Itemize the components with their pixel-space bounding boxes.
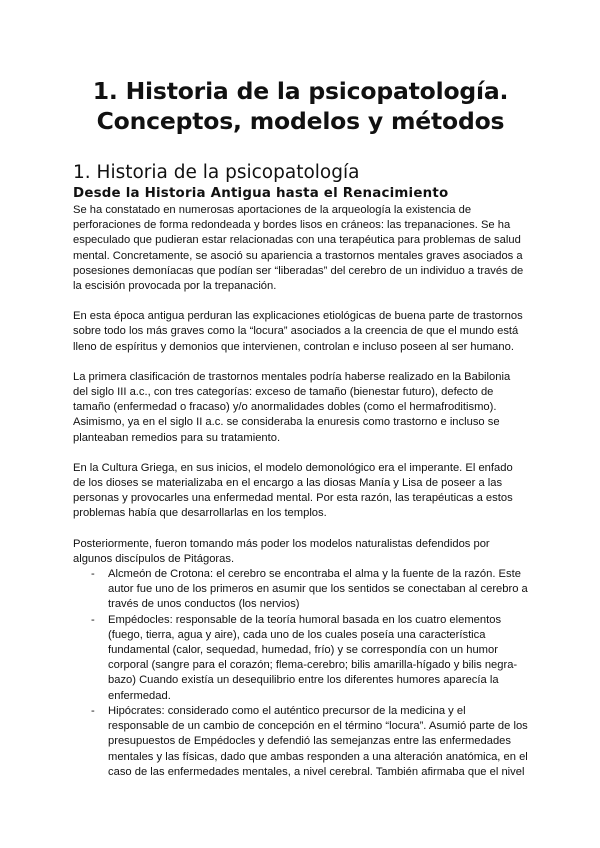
list-item-alcmeon: - Alcmeón de Crotona: el cerebro se encontraba el alma y la fuente de la razón. Este autor fue uno de los primeros en asumir que los sentidos se conectaban al cerebro a través de unos conductos (los nervios) bbox=[91, 567, 528, 613]
document-title-line-1: 1. Historia de la psicopatología. bbox=[92, 77, 509, 105]
paragraph-babilonia: La primera clasificación de trastornos mentales podría haberse realizado en la Babilonia del siglo III a.c., con tres categorías: exceso de tamaño (bienestar futuro), defecto de tamaño (enfermedad o fracaso) y/o anormalidades dobles (como el hermafroditismo). Asimismo, ya en el siglo II a.c. se consideraba la enuresis como trastorno e incluso se planteaban remedios para su tratamiento. bbox=[73, 370, 511, 444]
section-heading: 1. Historia de la psicopatología bbox=[73, 162, 360, 183]
paragraph-spacer bbox=[73, 446, 528, 461]
paragraph-trepanaciones: Se ha constatado en numerosas aportaciones de la arqueología la existencia de perforaciones de forma redondeada y bordes lisos en cráneos: las trepanaciones. Se ha especulado que pudieran estar relacionadas con una terapéutica para problemas de salud mental. Concretamente, se asoció su apariencia a trastornos mentales graves asociados a posesiones demoníacas que podían ser “liberadas” del cerebro de un individuo a través de la escisión provocada por la trepanación. bbox=[73, 204, 524, 293]
paragraph-cultura-griega: En la Cultura Griega, en sus inicios, el modelo demonológico era el imperante. El enfado de los dioses se materializaba en el encargo a las diosas Manía y Lisa de poseer a las personas y provocarles una enfermedad mental. Por esta razón, las terapéuticas a estos problemas había que desarrollarlas en los templos. bbox=[73, 461, 513, 520]
list-item-hipocrates: - Hipócrates: considerado como el auténtico precursor de la medicina y el responsable de un cambio de concepción en el término “locura”. Asumió parte de los presupuestos de Empédocles y defendió las semejanzas entre las enfermedades mentales y las físicas, dado que ambas responden a una alteración anatómica, en el caso de las enfermedades mentales, a nivel cerebral. También afirmaba que el nivel bbox=[91, 704, 528, 780]
document-title-line-2: Conceptos, modelos y métodos bbox=[96, 107, 505, 135]
paragraph-spacer bbox=[73, 522, 528, 537]
list-item-empedocles: - Empédocles: responsable de la teoría humoral basada en los cuatro elementos (fuego, tierra, agua y aire), cada uno de los cuales poseía una característica fundamental (calor, sequedad, humedad, frío) y se correspondía con un humor corporal (sangre para el corazón; flema-cerebro; bilis amarilla-hígado y bilis negra-bazo) Cuando existía un desequilibrio entre los diferentes humores aparecía la enfermedad. bbox=[91, 613, 528, 704]
subsection-heading: Desde la Historia Antigua hasta el Renacimiento bbox=[73, 186, 449, 201]
paragraph-pitagoras: Posteriormente, fueron tomando más poder los modelos naturalistas defendidos por algunos discípulos de Pitágoras. bbox=[73, 537, 490, 565]
paragraph-spacer bbox=[73, 355, 528, 370]
paragraph-epoca-antigua: En esta época antigua perduran las explicaciones etiológicas de buena parte de trastornos sobre todo los más graves como la “locura” asociados a la creencia de que el mundo está lleno de espíritus y demonios que intervienen, controlan e incluso poseen al ser humano. bbox=[73, 310, 523, 353]
paragraph-spacer bbox=[73, 294, 528, 309]
authors-list bbox=[73, 567, 528, 780]
document-title bbox=[73, 0, 528, 136]
